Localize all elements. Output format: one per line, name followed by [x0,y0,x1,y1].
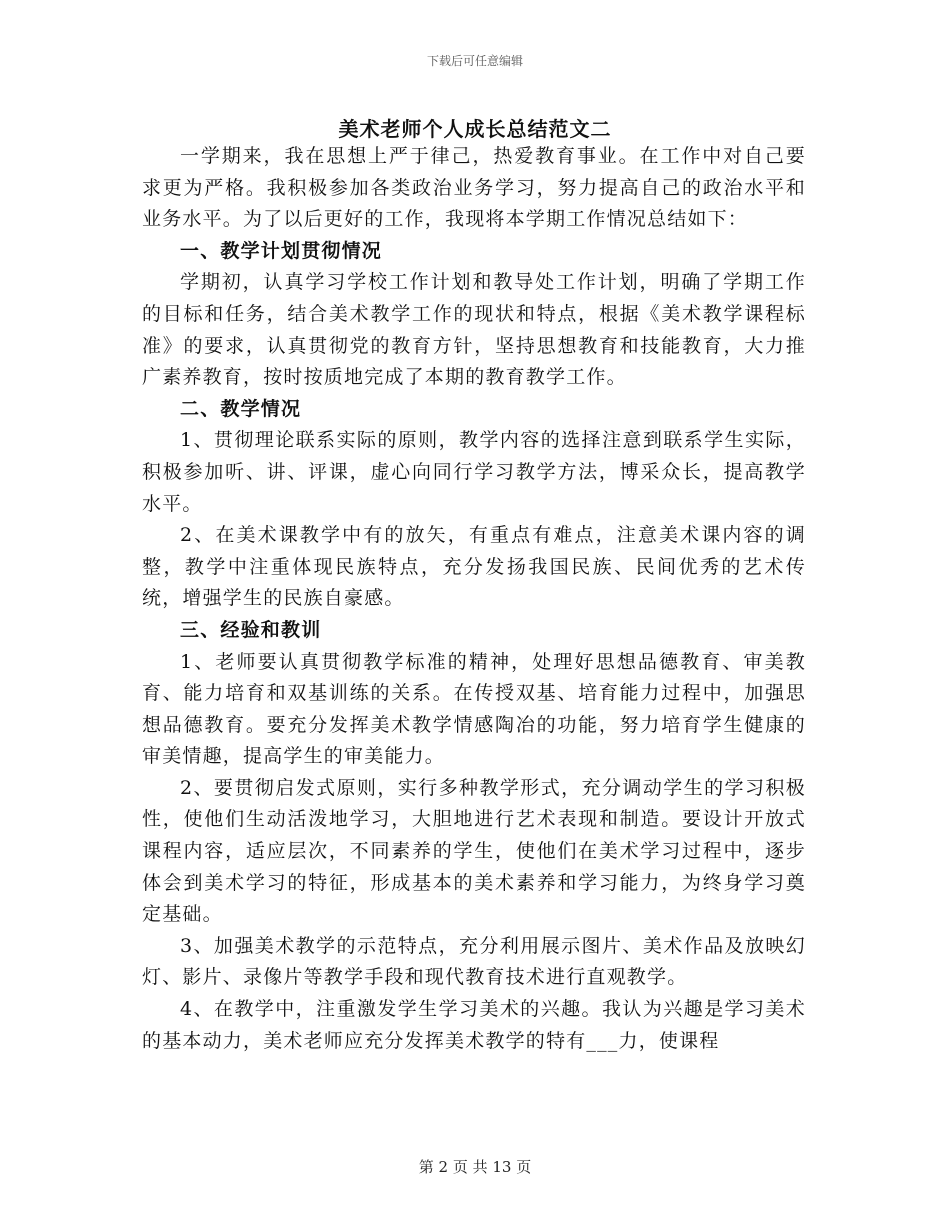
section-2-paragraph-2: 2、在美术课教学中有的放矢，有重点有难点，注意美术课内容的调整，教学中注重体现民族特点，充分发扬我国民族、民间优秀的艺术传统，增强学生的民族自豪感。 [142,524,806,610]
section-1-heading: 一、教学计划贯彻情况 [180,239,383,262]
section-3-heading: 三、经验和教训 [180,618,322,641]
header-note: 下载后可任意编辑 [426,54,523,68]
section-3-paragraph-3: 3、加强美术教学的示范特点，充分利用展示图片、美术作品及放映幻灯、影片、录像片等教学手段和现代教育技术进行直观教学。 [142,934,806,989]
document-title: 美术老师个人成长总结范文二 [338,117,612,141]
section-3-paragraph-2: 2、要贯彻启发式原则，实行多种教学形式，充分调动学生的学习积极性，使他们生动活泼地学习，大胆地进行艺术表现和制造。要设计开放式课程内容，适应层次，不同素养的学生，使他们在美术学习过程中，逐步体会到美术学习的特征，形成基本的美术素养和学习能力，为终身学习奠定基础。 [142,776,806,926]
section-3-paragraph-1: 1、老师要认真贯彻教学标准的精神，处理好思想品德教育、审美教育、能力培育和双基训练的关系。在传授双基、培育能力过程中，加强思想品德教育。要充分发挥美术教学情感陶冶的功能，努力培育学生健康的审美情趣，提高学生的审美能力。 [142,650,806,768]
page-number: 第 2 页 共 13 页 [418,1158,532,1176]
section-1-paragraph-1: 学期初，认真学习学校工作计划和教导处工作计划，明确了学期工作的目标和任务，结合美术教学工作的现状和特点，根据《美术教学课程标准》的要求，认真贯彻党的教育方针，坚持思想教育和技能教育，大力推广素养教育，按时按质地完成了本期的教育教学工作。 [142,271,806,389]
document-body [142,141,806,1057]
section-2-heading: 二、教学情况 [180,397,302,420]
section-3-paragraph-4: 4、在教学中，注重激发学生学习美术的兴趣。我认为兴趣是学习美术的基本动力，美术老师应充分发挥美术教学的特有___力，使课程 [142,998,806,1052]
intro-paragraph: 一学期来，我在思想上严于律己，热爱教育事业。在工作中对自己要求更为严格。我积极参加各类政治业务学习，努力提高自己的政治水平和业务水平。为了以后更好的工作，我现将本学期工作情况总结如下： [142,145,806,231]
section-2-paragraph-1: 1、贯彻理论联系实际的原则，教学内容的选择注意到联系学生实际，积极参加听、讲、评课，虚心向同行学习教学方法，博采众长，提高教学水平。 [142,429,806,515]
